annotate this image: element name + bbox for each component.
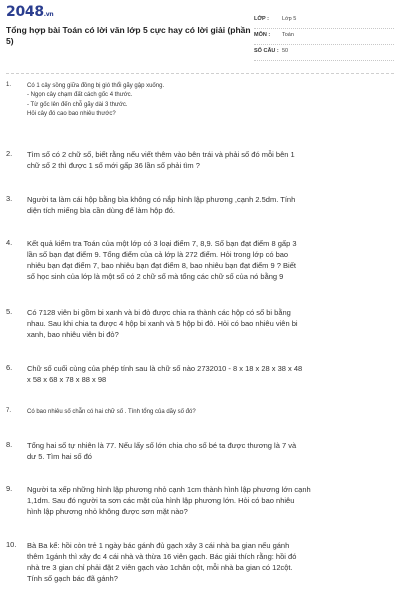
question-text <box>27 363 390 385</box>
header-divider <box>6 73 394 74</box>
question-line: 1,1dm. Sau đó người ta sơn các mặt của hình lập phương lớn. Hỏi có bao nhiêu <box>27 496 295 505</box>
logo-suffix: .vn <box>43 11 54 18</box>
meta-value: 50 <box>282 48 289 54</box>
question-number: 7. <box>6 408 12 414</box>
question-line: nhà tre 3 gian chỉ phải đặt 2 viên gạch vào 1chân cột, mỗi nhà ba gian có 12cột. <box>27 563 293 572</box>
question-number: 6. <box>6 363 13 372</box>
meta-label: LỚP : <box>254 16 269 22</box>
question-line: hình lập phương nhỏ không được sơn mặt nào? <box>27 507 188 516</box>
question-text <box>27 307 390 340</box>
question-line: diện tích miếng bìa cần dùng để làm hộp đó. <box>27 206 176 215</box>
meta-label: MÔN : <box>254 32 271 38</box>
question-line: dư 5. Tìm hai số đó <box>27 452 92 461</box>
meta-box <box>254 13 394 61</box>
title-line: 5) <box>6 36 14 46</box>
question-line: nhiêu bạn đạt điểm 7, bao nhiêu bạn đạt điểm 8, bao nhiêu bạn đạt điểm 9 ? Biết <box>27 261 296 270</box>
question-number: 10. <box>6 540 17 549</box>
question-text <box>27 238 390 282</box>
question-number: 8. <box>6 440 13 449</box>
document-header <box>0 0 400 68</box>
question-line: lần số bạn đạt điểm 9. Tổng điểm của cả lớp là 272 điểm. Hỏi trong lớp có bao <box>27 250 289 259</box>
meta-row-count <box>254 45 394 61</box>
question-line: Tính số gạch bác đã gánh? <box>27 574 118 583</box>
question-text <box>27 194 390 216</box>
question-text <box>27 484 390 517</box>
meta-value: Toán <box>282 32 294 38</box>
question-line: Tìm số có 2 chữ số, biết rằng nếu viết thêm vào bên trái và phải số đó mỗi bên 1 <box>27 150 295 159</box>
question-text <box>27 440 390 462</box>
question-text <box>27 82 390 119</box>
question-line: x 58 x 68 x 78 x 88 x 98 <box>27 375 107 384</box>
question-number: 3. <box>6 194 13 203</box>
question-text <box>27 149 390 171</box>
question-line: Hỏi cây đó cao bao nhiêu thước? <box>27 110 116 117</box>
question-line: Kết quả kiểm tra Toán của một lớp có 3 loại điểm 7, 8,9. Số bạn đạt điểm 8 gấp 3 <box>27 239 297 248</box>
question-line: Bà Ba kể: hồi còn trẻ 1 ngày bác gánh đủ gạch xây 3 cái nhà ba gian nếu gánh <box>27 541 290 550</box>
question-text <box>27 408 390 417</box>
title-line: Tổng hợp bài Toán có lời văn lớp 5 cực hay có lời giải (phần <box>6 25 251 35</box>
question-line: xanh, bao nhiêu viên bi đỏ? <box>27 330 119 339</box>
meta-value: Lớp 5 <box>282 16 297 22</box>
question-line: Có bao nhiêu số chẵn có hai chữ số . Tính tổng của dãy số đó? <box>27 409 196 415</box>
question-number: 2. <box>6 149 13 158</box>
question-line: chữ số 2 thì được 1 số mới gấp 36 lần số phải tìm ? <box>27 161 200 170</box>
question-number: 1. <box>6 82 12 88</box>
question-number: 4. <box>6 238 13 247</box>
site-logo[interactable] <box>6 4 53 20</box>
question-number: 9. <box>6 484 13 493</box>
question-line: - Ngọn cây chạm đất cách gốc 4 thước. <box>27 92 133 99</box>
question-line: Người ta làm cái hộp bằng bìa không có nắp hình lập phương ,cạnh 2.5dm. Tính <box>27 195 296 204</box>
question-line: số học sinh của lớp là một số có 2 chữ số mà tổng các chữ số của nó bằng 9 <box>27 272 284 281</box>
meta-label: SỐ CÂU : <box>254 48 279 54</box>
question-text <box>27 540 390 584</box>
question-line: Có 1 cây sồng giữa đồng bị gió thổi gãy gập xuống. <box>27 83 165 89</box>
meta-row-subject <box>254 29 394 45</box>
question-line: Người ta xếp những hình lập phương nhỏ cạnh 1cm thành hình lập phương lớn cạnh <box>27 485 311 494</box>
logo-text: 2048 <box>6 4 44 20</box>
question-line: Có 7128 viên bi gồm bi xanh và bi đỏ được chia ra thành các hộp có số bi bằng <box>27 308 291 317</box>
question-number: 5. <box>6 307 13 316</box>
question-line: Tổng hai số tự nhiên là 77. Nếu lấy số lớn chia cho số bé ta được thương là 7 và <box>27 441 297 450</box>
question-line: Chữ số cuối cùng của phép tính sau là chữ số nào 2732010 - 8 x 18 x 28 x 38 x 48 <box>27 364 303 373</box>
question-line: thêm 1gánh thì xây đc 4 cái nhà và thừa 16 viên gạch. Bác giải thích rằng: hồi đó <box>27 552 297 561</box>
document-title <box>6 25 250 47</box>
meta-row-class <box>254 13 394 29</box>
question-line: nhau. Sau khi chia ta được 4 hộp bi xanh và 5 hộp bi đỏ. Hỏi có bao nhiêu viên bi <box>27 319 298 328</box>
question-line: - Từ gốc lên đến chỗ gãy dài 3 thước. <box>27 101 128 108</box>
